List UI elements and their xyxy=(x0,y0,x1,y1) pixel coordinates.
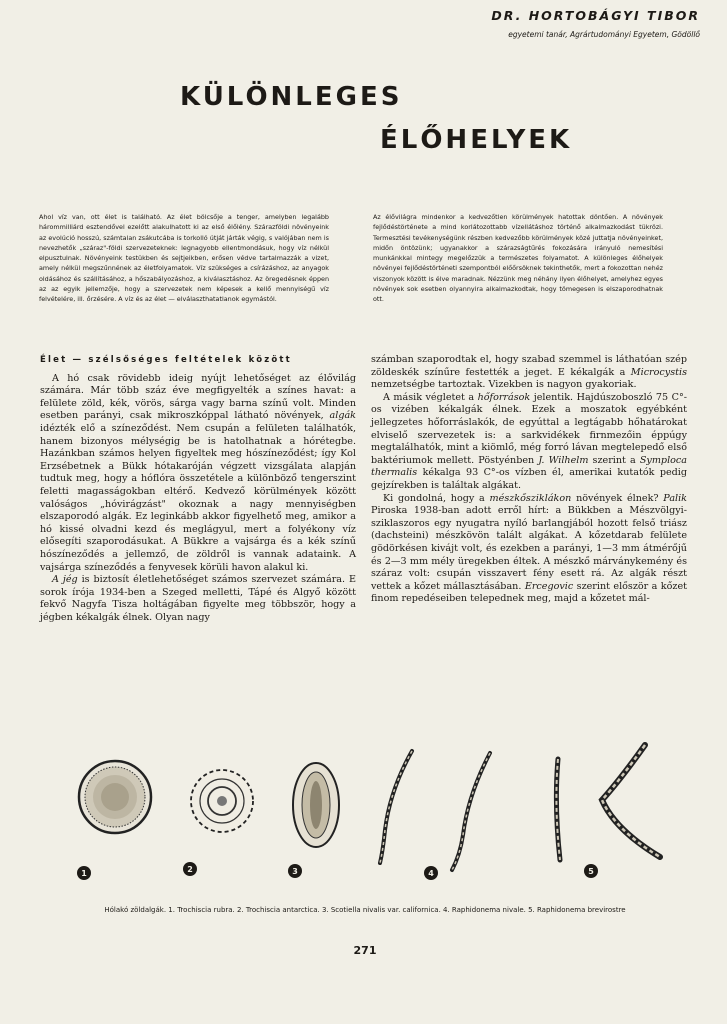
figure-label-4 xyxy=(424,866,438,880)
svg-text:3: 3 xyxy=(292,867,298,876)
paragraph-continuation: számban szaporodtak el, hogy szabad szemmel is láthatóan szép zöldeskék színűre festették a jeget. E kékalgák a Microcystis nemzetségbe tartoztak. Vizekben is nagyon gyakoriak. xyxy=(371,354,687,391)
trochiscia-rubra-illustration xyxy=(79,761,151,833)
svg-text:5: 5 xyxy=(588,867,594,876)
title-line-2: ÉLŐHELYEK xyxy=(380,125,573,155)
algae-illustration xyxy=(40,735,690,895)
body-column-right xyxy=(371,354,687,606)
author-affiliation: egyetemi tanár, Agrártudományi Egyetem, Gödöllő xyxy=(508,30,700,39)
figure-label-5 xyxy=(584,864,598,878)
figure-caption: Hólakó zöldalgák. 1. Trochiscia rubra. 2. Trochiscia antarctica. 3. Scotiella nivalis var. californica. 4. Raphidonema nivale. 5. Raphidonema brevirostre xyxy=(104,906,626,914)
raphidonema-nivale-illustration xyxy=(380,751,490,870)
svg-text:4: 4 xyxy=(428,869,434,878)
figure-label-3 xyxy=(288,864,302,878)
paragraph-snow: A hó csak rövidebb ideig nyújt lehetőséget az élővilág számára. Már több száz éve megfigyelték a színes havat: a felülete zöld, kék, vörös, sárga vagy barna színű volt. Minden esetben parányi, csak mikroszkóppal látható növények, algák idézték elő a színeződést. Nem csupán a felületen találhatók, hanem bizonyos mélységig be is hatolhatnak a hórétegbe. Hazánkban számos helyen figyeltek meg hószíneződést; így Kol Erzsébetnek a Bükk hótakaróján végzett vizsgálata alapján tudtuk meg, hogy a hóflóra összetétele a különböző tengerszint feletti magasságokban eltérő. Kedvező körülmények között valóságos „hóvirágzást" okoznak a nagy mennyiségben elszaporodó algák. Ez leginkább akkor figyelhető meg, amikor a hó kissé olvadni kezd és meglágyul, mert a folyékony víz elősegíti szaporodásukat. A Bükkre a vajsárga és a kék színű hószíneződés a jellemző, de zöldről is vannak adataink. A vajsárga színeződés a fenyvesek körüli havon alakul ki. xyxy=(40,372,356,573)
scotiella-nivalis-illustration xyxy=(293,763,339,847)
paragraph-ice: A jég is biztosít életlehetőséget számos szervezet számára. E sorok írója 1934-ben a Szeged melletti, Tápé és Algyő között fekvő Nagyfa Tisza holtágában figyelte meg többször, hogy a jégben kékalgák élnek. Olyan nagy xyxy=(40,574,356,623)
title-line-1: KÜLÖNLEGES xyxy=(180,82,403,112)
paragraph-hot-springs: A másik végletet a hőforrások jelentik. Hajdúszoboszló 75 C°-os vizében kékalgák élnek. Ezek a moszatok egyébként jellegzetes hőforráslakók, de egyúttal a legtágabb hőhatárokat elviselő szervezetek is: a sarkvidékek firnmezőin éppúgy megtalálhatók, mint a kiömlő, még forró lávan megtelepedő első baktériumok mellett. Pöstyénben J. Wilhelm szerint a Symploca thermalis kékalga 93 C°-os vízben él, amerikai kutatók pedig gejzírekben is találtak algákat. xyxy=(371,391,688,491)
intro-right-paragraph: Az élővilágra mindenkor a kedvezőtlen körülmények hatottak döntően. A növények fejlődéstörténete a mind korlátozottabb vízellátáshoz történő alkalmazkodást tükrözi. Termesztési tevékenységünk részben kedvezőbb körülmények közé juttatja növényeinket, midőn öntözünk; ugyanakkor a szárazságtűrés fokozására irányuló nemesítési munkánkkal mintegy megelőzzük a természetes folyamatot. A különleges élőhelyek növényei fejlődéstörténeti szempontból előőrsöknek tekinthetők, mert a fokozottan nehéz viszonyok között is élve maradnak. Nézzünk meg néhány ilyen élőhelyet, amelyhez egyes növények sok esetben olyannyira alkalmazkodtak, hogy tömegesen is elszaporodhatnak ott. xyxy=(373,213,663,304)
body-column-left xyxy=(40,354,356,624)
author-name: DR. HORTOBÁGYI TIBOR xyxy=(491,8,700,23)
svg-text:2: 2 xyxy=(187,865,193,874)
section-heading: Élet — szélsőséges feltételek között xyxy=(40,355,292,365)
figure-label-2 xyxy=(183,862,197,876)
svg-text:1: 1 xyxy=(81,869,87,878)
page-number: 271 xyxy=(353,944,377,957)
paragraph-limestone: Ki gondolná, hogy a mészkősziklákon növények élnek? Palik Piroska 1938-ban adott erről hírt: a Bükkben a Mészvölgyi-sziklaszoros egy nyugatra nyíló barlangjából hozott felső triász (dachsteini) mészkövön talált algákat. A kőzetdarab felülete gödörkésen kivájt volt, és ezekben a parányi, 1—3 mm átmérőjű és 2—3 mm mély üregekben éltek. A mészkő márványkemény és száraz volt: csupán visszavert fény esett rá. Az algák részt vettek a kőzet mállasztásában. Ercegovic szerint először a kőzet finom repedéseiben telepednek meg, majd a kőzetet mál- xyxy=(371,492,687,605)
trochiscia-antarctica-illustration xyxy=(191,770,253,832)
intro-left-paragraph: Ahol víz van, ott élet is található. Az élet bölcsője a tenger, amelyben legalább hárommilliárd esztendővel ezelőtt alakulhatott ki az első élőlény. Szárazföldi növényeink az evolúció hosszú, számtalan zsákutcába is torkolló útját járták végig, s valójában nem is nevezhetők „száraz"-földi szervezeteknek: legnagyobb ellentmondásuk, hogy víz nélkül elpusztulnak. Növényeink testükben és sejtjeikben, erősen védve tartalmazzák a vizet, amely nélkül megszűnnének az életfolyamatok. Víz szükséges a csírázáshoz, az anyagok oldásához és szállításához, a hőszabályozáshoz, a kiválasztáshoz. Az öregedésnek éppen az az egyik jellemzője, hogy a szervezetek nem képesek a kellő mennyiségű víz felvételére, ill. őrzésére. A víz és az élet — elválaszthatatlanok egymástól. xyxy=(39,213,329,304)
raphidonema-brevirostre-illustration xyxy=(556,745,660,860)
figure-label-1 xyxy=(77,866,91,880)
